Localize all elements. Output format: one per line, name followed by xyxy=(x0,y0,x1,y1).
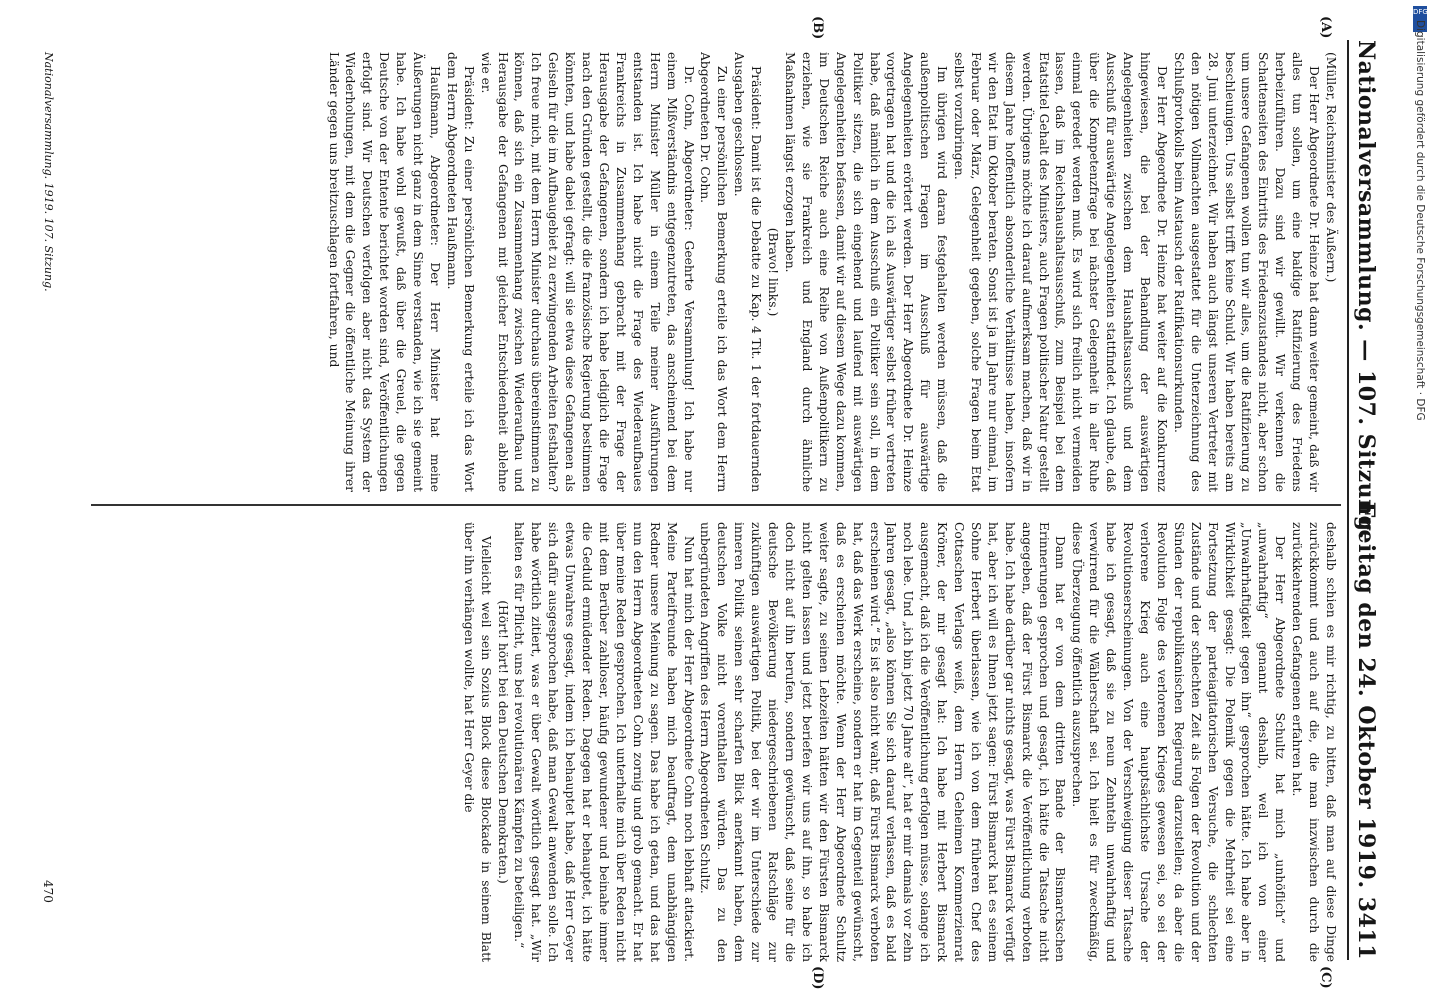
dfg-logo: DFG xyxy=(1413,6,1427,32)
right-column xyxy=(69,522,1339,962)
paragraph: Im übrigen wird daran festgehalten werden müssen, daß die außenpolitischen Fragen im Ausschuß für auswärtige Angelegenheiten erörtert werden. Der Herr Abgeordnete Dr. Heinze vorgetragen hat und die ich als Auswärtiger selbst früher vertreten habe, daß nämlich in dem Ausschuß ein Politiker sein soll, in dem Politiker sitzen, die sich eingehend und laufend mit auswärtigen Angelegenheiten befassen, damit wir auf diesem Wege dazu kommen, im Deutschen Reiche auch eine Reihe von Außenpolitikern zu erziehen, wie sie Frankreich und England durch ähnliche Maßnahmen längst erzogen haben. xyxy=(783,52,950,492)
paragraph: Nun hat mich der Herr Abgeordnete Cohn noch lebhaft attackiert. Meine Parteifreunde haben mich beauftragt, dem unabhängigen Redner unsere Meinung zu sagen. Das habe ich getan, und das hat nun den Herrn Abgeordneten Cohn zornig und grob gemacht. Er hat über meine Reden gesprochen. Ich unterhalte mich über Reden nicht mit dem Berüber zahlloser, häufig gewundener und beinahe immer die Geduld ermüdender Reden. Dagegen hat er behauptet, ich hätte etwas Unwahres gesagt, indem ich behauptet habe, daß Herr Geyer sich dafür ausgesprochen habe, daß man Gewalt anwenden solle. Ich habe wörtlich zitiert, was er über Gewalt wörtlich gesagt hat. „Wir halten es für Pflicht, uns bei revolutionären Kämpfen zu beteiligen.“ xyxy=(512,522,696,962)
margin-mark-d: (D) xyxy=(810,966,825,990)
digitization-credit xyxy=(1412,20,1428,980)
column-divider xyxy=(91,504,1341,506)
paragraph: Vielleicht weil sein Sozius Block diese Blockade in seinem Blatt über ihn verhängen wollte, hat Herr Geyer die xyxy=(461,522,493,962)
paragraph: Präsident: Damit ist die Debatte zu Kap. 4 Tit. 1 der fortdauernden Ausgaben geschlossen. xyxy=(732,52,764,492)
header-rule xyxy=(1347,40,1349,960)
page-header xyxy=(1345,40,1385,960)
paragraph: Der Herr Abgeordnete Dr. Heinze hat dann weiter gemeint, daß wir alles tun sollen, um eine baldige Ratifizierung des Friedens herbeizuführen. Dazu sind wir gewillt. Wir verkennen die Schattenseiten des Eintritts des Friedenszustandes nicht, aber schon um unsere Gefangenen wollen tun wir alles, um die Ratifizierung zu beschleunigen. Uns selbst trifft keine Schuld. Wir haben bereits am 28. Juni unterzeichnet. Wir haben auch längst unseren Vertreter mit den nötigen Vollmachten ausgestattet für die Unterzeichnung des Schlußprotokolls beim Austausch der Ratifikationsurkunden. xyxy=(1171,52,1322,492)
paragraph: Der Herr Abgeordnete Dr. Heinze hat weiter auf die Konkurrenz hingewiesen, die bei der Behandlung der auswärtigen Angelegenheiten zwischen dem Haushaltsausschuß und dem Ausschuß für auswärtige Angelegenheiten stattfindet. Ich glaube, daß über die Kompetenzfrage bei nächster Gelegenheit in aller Ruhe einmal geredet werden muß. Es wird sich freilich nicht vermeiden lassen, daß im Reichshaushaltsausschuß, zum Beispiel bei dem Etatstitel Gehalt des Ministers, auch Fragen politischer Natur gestellt werden. Übrigens möchte ich darauf aufmerksam machen, daß wir in diesem Jahre hoffentlich absonderliche Verhältnisse haben, insofern wir den Etat im Oktober beraten. Sonst ist ja im Jahre nur einmal, im Februar oder März, Gelegenheit gegeben, solche Fragen beim Etat selbst vorzubringen. xyxy=(952,52,1169,492)
paragraph: deshalb schien es mir richtig, zu bitten, daß man auf diese Dinge zurückkommt und auch auf die, die man inzwischen durch die zurückkehrenden Gefangenen erfahren hat. xyxy=(1290,522,1338,962)
footer-line: Nationalversammlung. 1919. 107. Sitzung. xyxy=(42,52,55,292)
paragraph: Dr. Cohn, Abgeordneter: Geehrte Versammlung! Ich habe nur einem Mißverständnis entgegenzutreten, das anscheinend bei dem Herrn Minister Müller in einem Teile meiner Ausführungen entstanden ist. Ich habe nicht die Frage des Wiederaufbaues Frankreichs in Zusammenhang gebracht mit der Frage der Herausgabe der Gefangenen, sondern ich habe lediglich die Frage nach den Gründen gestellt, die die französische Regierung bestimmen könnten, und habe dabei gefragt: will sie etwa diese Gefangenen als Geiseln für die im Aufbaugebiet zu erzwingenden Arbeiten festhalten? Ich freue mich, mit dem Herrn Minister durchaus übereinstimmen zu können, daß sich ein Zusammenhang zwischen Wiederaufbau und Herausgabe der Gefangenen mit gleicher Entschiedenheit ablehne wie er. xyxy=(478,52,696,492)
interjection-note: (Hört! hört! bei den Deutschen Demokraten.) xyxy=(495,600,510,884)
margin-mark-b: (B) xyxy=(810,16,825,40)
paragraph: Zu einer persönlichen Bemerkung erteile ich das Wort dem Herrn Abgeordneten Dr. Cohn. xyxy=(698,52,730,492)
header-right: Freitag den 24. Oktober 1919. 3411 xyxy=(1353,501,1379,960)
digitization-credit-text: Digitalisierung gefördert durch die Deutsche Forschungsgemeinschaft · DFG xyxy=(1414,20,1426,421)
applause-note: (Bravo! links.) xyxy=(766,227,781,317)
paragraph: Haußmann, Abgeordneter: Der Herr Minister hat meine Äußerungen nicht ganz in dem Sinne verstanden, wie ich sie gemeint habe. Ich habe wohl gewußt, daß über die Greuel, die gegen Deutsche von der Entente berichtet worden sind, Veröffentlichungen erfolgt sind. Wir Deutschen verfolgen aber nicht das System der Wiederholungen, mit dem die Gegner die öffentliche Meinung ihrer Länder gegen uns breitzuschlagen fortfahren, und xyxy=(326,52,442,492)
page-number: 470 xyxy=(41,880,55,903)
speaker-attribution: (Müller, Reichsminister des Äußern.) xyxy=(1324,52,1338,283)
margin-mark-a: (A) xyxy=(1318,16,1333,39)
margin-mark-c: (C) xyxy=(1318,966,1333,989)
paragraph: Der Herr Abgeordnete Schultz hat mich „unhöflich“ und „unwahrhaftig“ genannt deshalb, weil ich von einer „Unwahrhaftigkeit gegen ihn“ gesprochen hätte. Ich habe aber in Wirklichkeit gesagt: Die Polemik gegen die Mehrheit sei eine Fortsetzung der parteiagitatorischen Versuche, die schlechten Zustände und der schlechten Zeit als Folgen der Revolution und der Sünden der republikanischen Regierung darzustellen; da aber die Revolution Folge des verlorenen Krieges gewesen sei, so sei der verlorene Krieg auch eine hauptsächlichste Ursache der Revolutionserscheinungen. Von der Verschweigung dieser Tatsache habe ich gesagt, daß sie zu neun Zehnteln unwahrhaftig und verwirrend für die Wählerschaft sei. Ich hielt es für zweckmäßig, diese Überzeugung öffentlich auszusprechen. xyxy=(1070,522,1288,962)
left-column xyxy=(69,52,1339,492)
header-left: Nationalversammlung. — 107. Sitzung. xyxy=(1353,40,1379,540)
paragraph: Präsident: Zu einer persönlichen Bemerkung erteile ich das Wort dem Herrn Abgeordneten Haußmann. xyxy=(444,52,476,492)
paragraph: Dann hat er von dem dritten Bande der Bismarckschen Erinnerungen gesprochen und gesagt, ich hätte die Tatsache nicht angegeben, daß der Fürst Bismarck die Veröffentlichung verboten habe. Ich habe darüber gar nichts gesagt, was Fürst Bismarck verfügt hat, aber ich will es Ihnen jetzt sagen: Fürst Bismarck hat es seinem Sohne Herbert überlassen, wie ich von dem früheren Chef des Cottaschen Verlags weiß, dem Herrn Geheimen Kommerzienrat Kröner, der mir gesagt hat: Ich habe mit Herbert Bismarck ausgemacht, daß ich die Veröffentlichung erfolgen müsse, solange ich noch lebe. Und „ich bin jetzt 70 Jahre alt“, hat er mir damals vor zehn Jahren gesagt, „also können Sie sich darauf verlassen, daß es bald erscheinen wird.“ Es ist also nicht wahr, daß Fürst Bismarck verboten hat, daß das Werk erscheine, sondern er hat im Gegenteil gewünscht, daß es erscheinen möchte. Wenn der Herr Abgeordnete Schultz weiter sagte, zu seinen Lebzeiten hätten wir den Fürsten Bismarck nicht gelten lassen und jetzt beriefen wir uns auf ihn, so habe ich doch nicht auf ihn berufen, sondern gewünscht, daß seine für die deutsche Bevölkerung niedergeschriebenen Ratschläge zur zukünftigen auswärtigen Politik, bei der wir im Unterschiede zur inneren Politik seinen sehr scharfen Blick anerkannt haben, dem deutschen Volke nicht vorenthalten würden. Das zu den unbegründeten Angriffen des Herrn Abgeordneten Schultz. xyxy=(698,522,1068,962)
